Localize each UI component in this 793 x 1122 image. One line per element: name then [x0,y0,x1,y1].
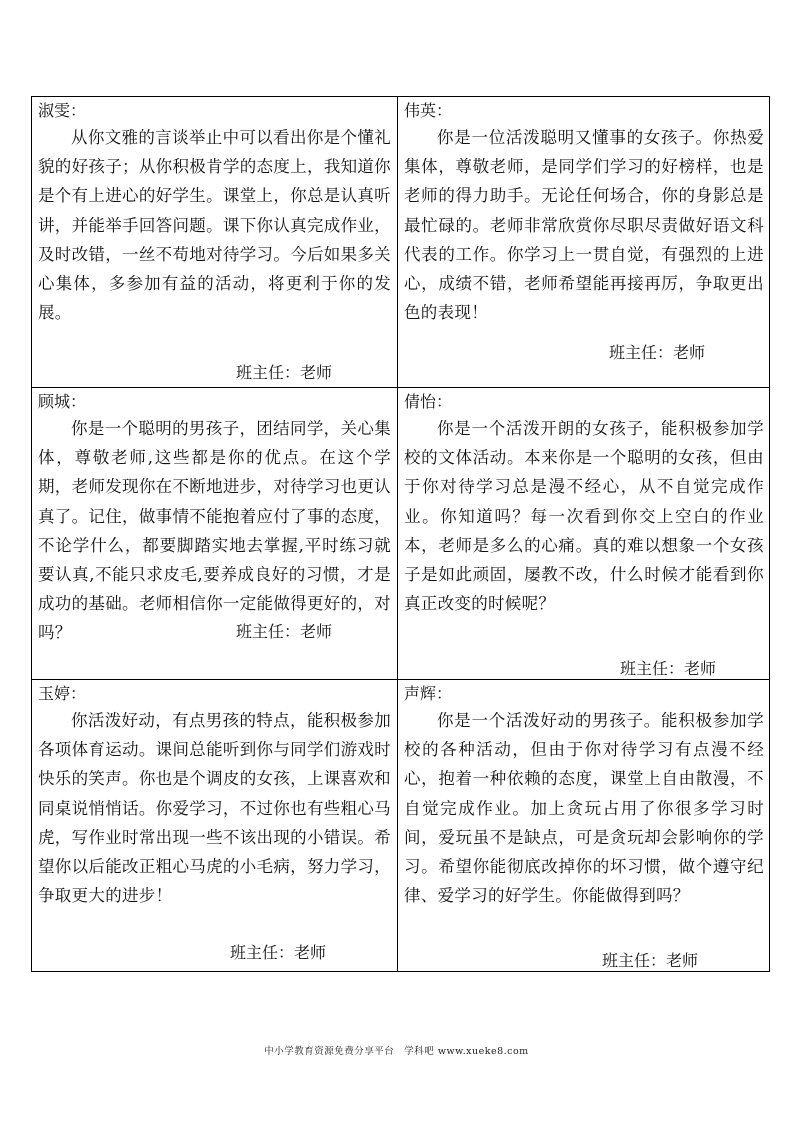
comment-cell [398,680,770,972]
student-name: 玉婷： [38,684,87,703]
comment-text: 你是一个活泼开朗的女孩子，能积极参加学校的文体活动。本来你是一个聪明的女孩，但由于你对待学习总是漫不经心，从不自觉完成作业。你知道吗？每一次看到你交上空白的作业本，老师是多么的心痛。真的难以想象一个女孩子是如此顽固，屡教不改，什么时候才能看到你真正改变的时候呢？ [404,419,764,614]
comment-text: 你是一个聪明的男孩子，团结同学，关心集体，尊敬老师,这些都是你的优点。在这个学期，老师发现你在不断地进步，对待学习也更认真了。记住，做事情不能抱着应付了事的态度，不论学什么，都要脚踏实地去掌握,平时练习就要认真,不能只求皮毛,要养成良好的习惯，才是成功的基础。老师相信你一定能做得更好的，对吗？ [38,419,391,643]
student-name: 淑雯： [38,101,87,120]
comment-text: 从你文雅的言谈举止中可以看出你是个懂礼貌的好孩子；从你积极肯学的态度上，我知道你是个有上进心的好学生。课堂上，你总是认真听讲，并能举手回答问题。课下你认真完成作业，及时改错，一丝不苟地对待学习。今后如果多关心集体，多参加有益的活动，将更利于你的发展。 [38,128,391,323]
student-name: 倩怡： [404,392,453,411]
signature: 班主任：老师 [236,363,333,382]
page-footer: 中小学教育资源免费分享平台 学科吧 www.xueke8.com [264,1046,529,1057]
comment-cell [398,97,770,387]
signature: 班主任：老师 [609,343,706,362]
comment-cell [32,388,397,679]
student-name: 声辉： [404,684,453,703]
comment-cell [398,388,770,679]
signature: 班主任：老师 [230,943,327,962]
signature: 班主任：老师 [602,951,699,970]
comment-text: 你是一个活泼好动的男孩子。能积极参加学校的各种活动，但由于你对待学习有点漫不经心，抱着一种依赖的态度，课堂上自由散漫，不自觉完成作业。加上贪玩占用了你很多学习时间，爱玩虽不是缺点，可是贪玩却会影响你的学习。希望你能彻底改掉你的坏习惯，做个遵守纪律、爱学习的好学生。你能做得到吗？ [404,711,764,906]
student-name: 顾城： [38,392,87,411]
student-name: 伟英： [404,101,453,120]
comments-table [31,96,770,972]
comment-text: 你是一位活泼聪明又懂事的女孩子。你热爱集体，尊敬老师，是同学们学习的好榜样，也是老师的得力助手。无论任何场合，你的身影总是最忙碌的。老师非常欣赏你尽职尽责做好语文科代表的工作。你学习上一贯自觉，有强烈的上进心，成绩不错，老师希望能再接再厉，争取更出色的表现！ [404,128,764,323]
signature: 班主任：老师 [620,659,717,678]
signature: 班主任：老师 [236,622,333,641]
comment-cell [32,680,397,972]
comment-cell [32,97,397,387]
comment-text: 你活泼好动，有点男孩的特点，能积极参加各项体育运动。课间总能听到你与同学们游戏时快乐的笑声。你也是个调皮的女孩，上课喜欢和同桌说悄悄话。你爱学习，不过你也有些粗心马虎，写作业时常出现一些不该出现的小错误。希望你以后能改正粗心马虎的小毛病，努力学习，争取更大的进步！ [38,711,391,906]
